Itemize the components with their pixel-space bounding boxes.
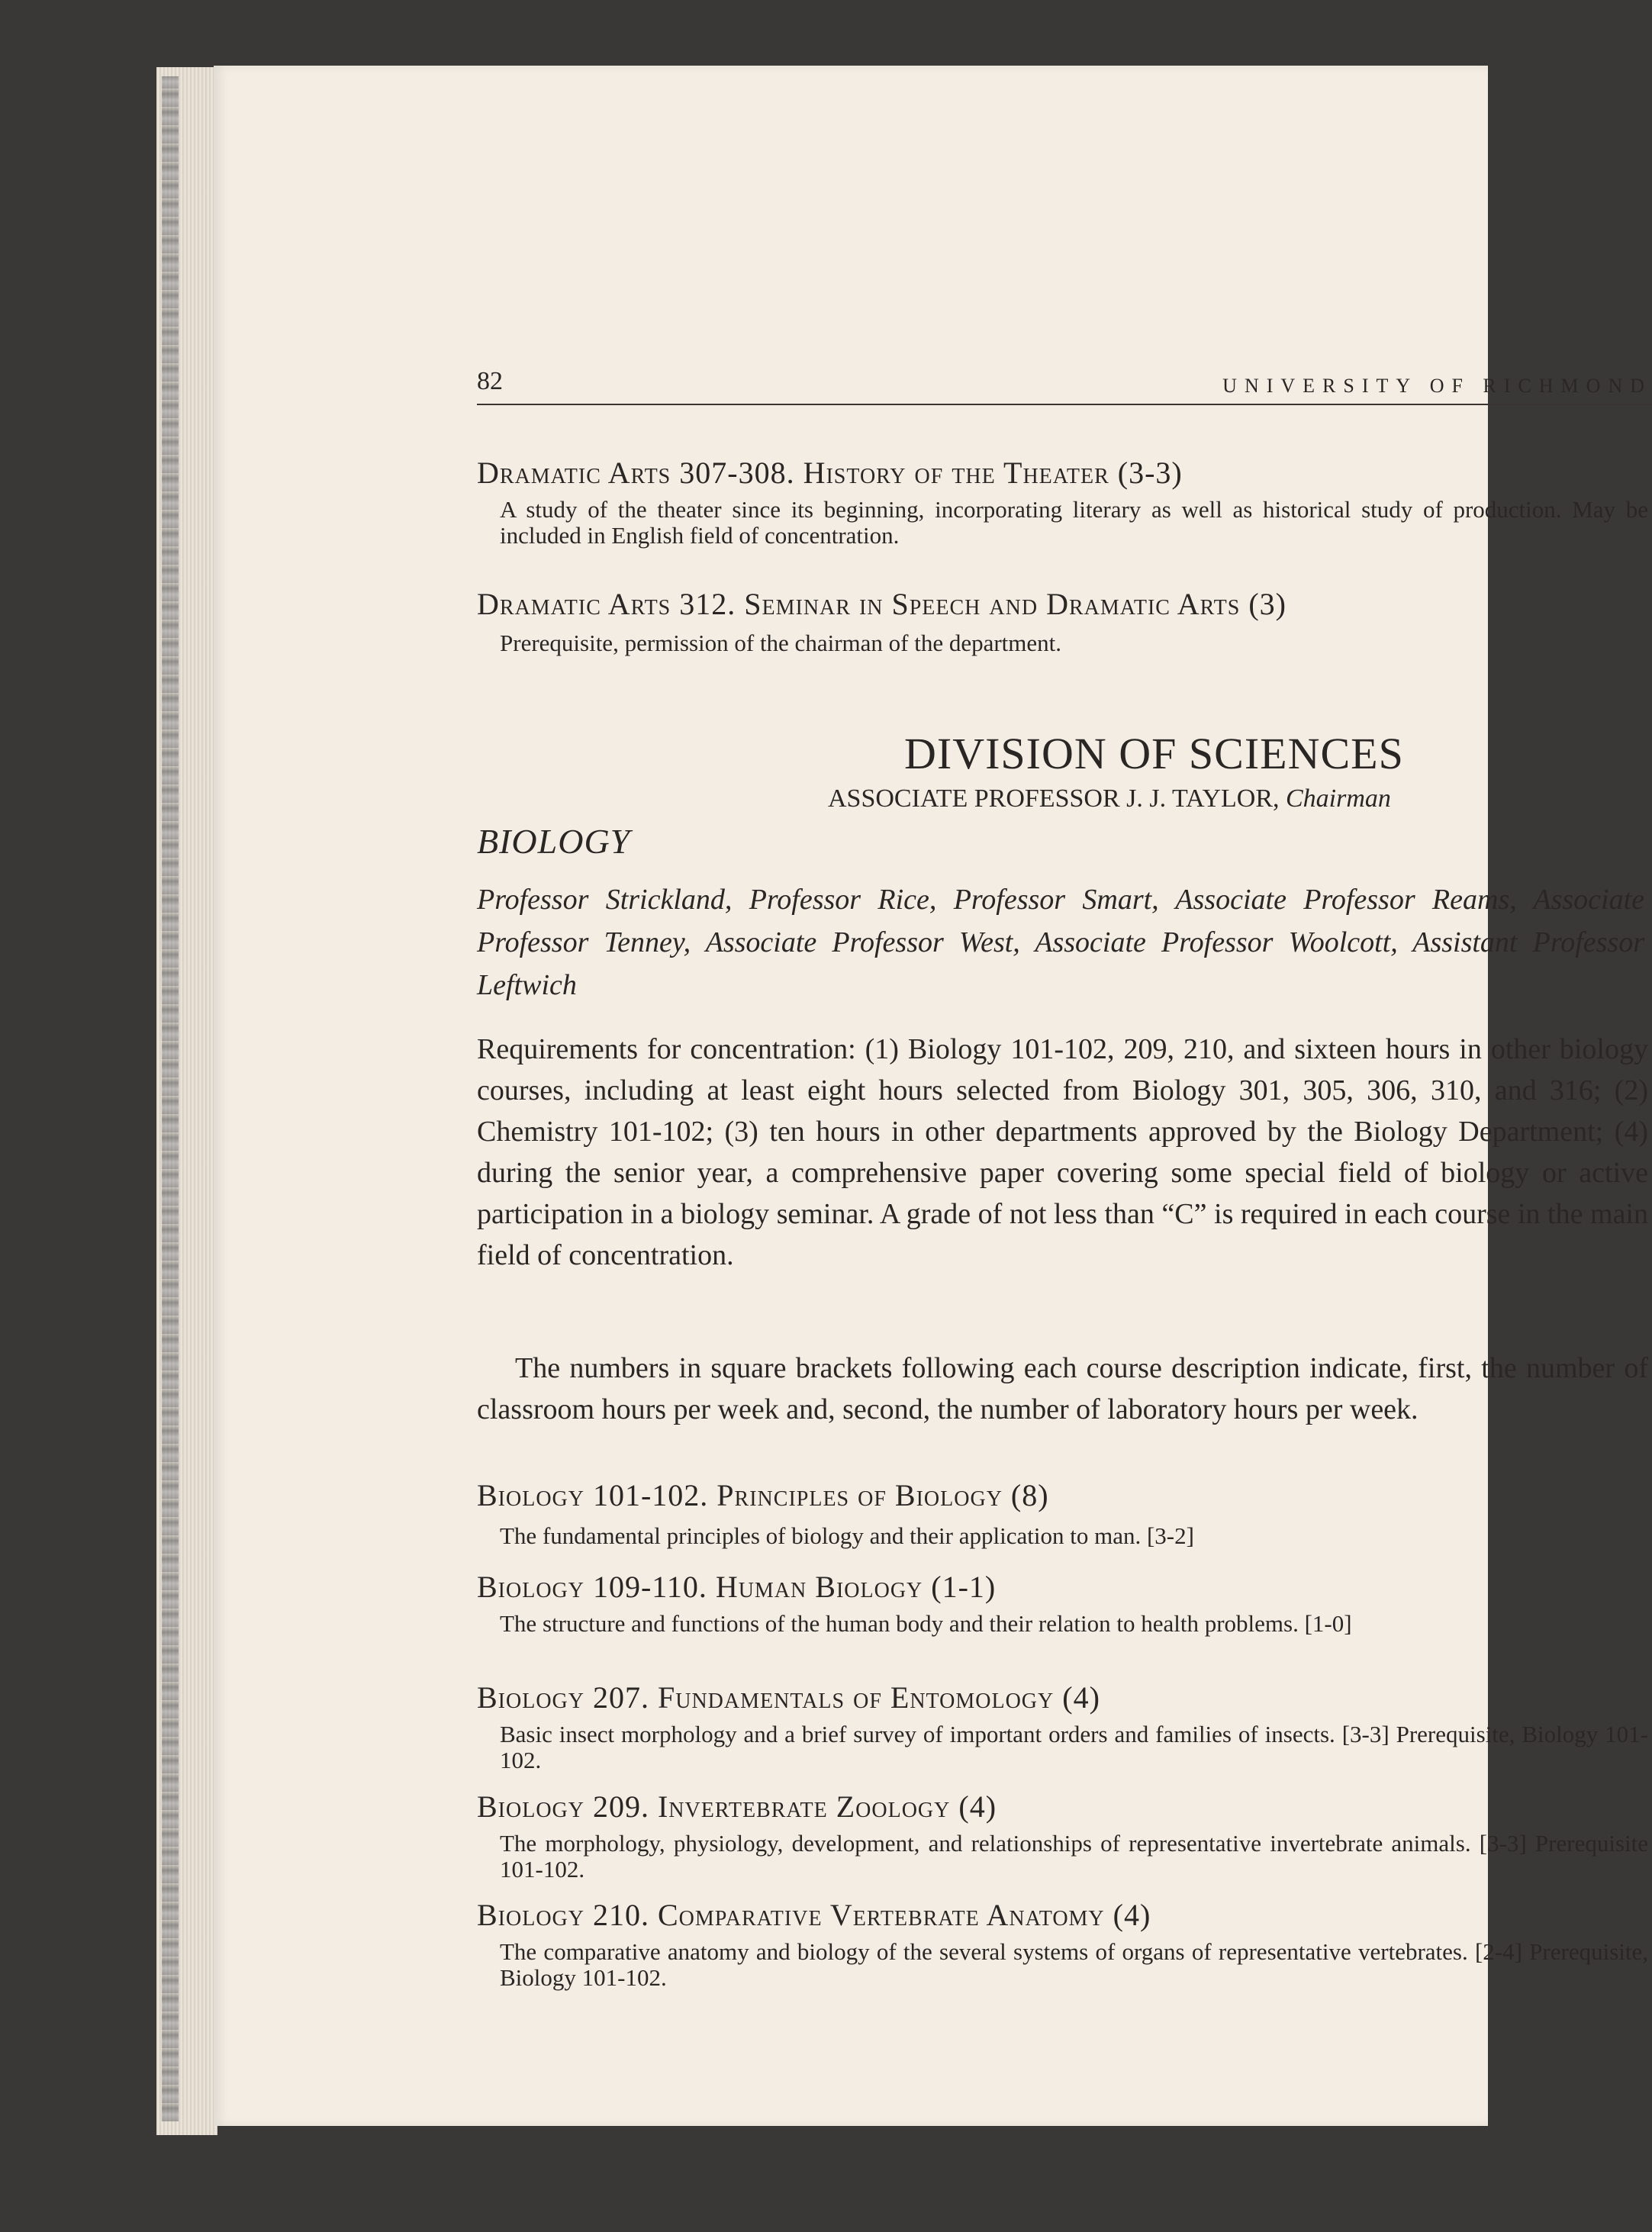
- course-title: Biology 207. Fundamentals of Entomology (4): [477, 1680, 1100, 1715]
- course-title: Biology 109-110. Human Biology (1-1): [477, 1570, 997, 1604]
- chair-role: Chairman: [1286, 784, 1391, 813]
- page-header: [477, 367, 1652, 405]
- course-title: Dramatic Arts 307-308. History of the Theater (3-3): [477, 456, 1183, 490]
- division-title: DIVISION OF SCIENCES: [904, 729, 1404, 778]
- page-number: 82: [477, 367, 503, 395]
- course-description: Basic insect morphology and a brief survey of important orders and families of insects. [3-3] Prerequisite, Biology 101-102.: [500, 1721, 1648, 1773]
- course-description: The fundamental principles of biology and their application to man. [3-2]: [500, 1522, 1194, 1549]
- course-title: Biology 209. Invertebrate Zoology (4): [477, 1789, 997, 1824]
- running-title: UNIVERSITY OF RICHMOND: [1222, 375, 1652, 397]
- course-description: The morphology, physiology, development, and relationships of representative invertebrate animals. [3-3] Prerequisite 101-102.: [500, 1830, 1648, 1883]
- faculty-list: Professor Strickland, Professor Rice, Professor Smart, Associate Professor Reams, Associate Professor Tenney, Associate Professor West, Associate Professor Woolcott, Assistant Professor Leftwich: [477, 884, 1644, 1001]
- course-title: Biology 101-102. Principles of Biology (8): [477, 1478, 1049, 1512]
- concentration-requirements: Requirements for concentration: (1) Biology 101-102, 209, 210, and sixteen hours in other biology courses, including at least eight hours selected from Biology 301, 305, 306, 310, and 316; (2) Chemistry 101-102; (3) ten hours in other departments approved by the Biology Department; (4) during the senior year, a comprehensive paper covering some special field of biology or active participation in a biology seminar. A grade of not less than “C” is required in each course in the main field of concentration.: [477, 1033, 1648, 1271]
- department-title: BIOLOGY: [477, 822, 631, 861]
- book-page: [214, 66, 1652, 2126]
- course-title: Biology 210. Comparative Vertebrate Anatomy (4): [477, 1898, 1151, 1932]
- course-title: Dramatic Arts 312. Seminar in Speech and Dramatic Arts (3): [477, 587, 1286, 621]
- chair-name: ASSOCIATE PROFESSOR J. J. TAYLOR,: [828, 784, 1280, 813]
- division-chair: [828, 784, 1391, 813]
- course-description: Prerequisite, permission of the chairman of the department.: [500, 630, 1062, 656]
- course-description: A study of the theater since its beginning, incorporating literary as well as historical study of production. May be included in English field of concentration.: [500, 496, 1648, 549]
- book-spine-edge: [162, 76, 179, 2121]
- hours-note: The numbers in square brackets following each course description indicate, first, the number of classroom hours per week and, second, the number of laboratory hours per week.: [477, 1352, 1648, 1425]
- course-description: The comparative anatomy and biology of the several systems of organs of representative vertebrates. [2-4] Prerequisite, Biology 101-102.: [500, 1938, 1648, 1991]
- course-description: The structure and functions of the human body and their relation to health problems. [1-0]: [500, 1610, 1352, 1637]
